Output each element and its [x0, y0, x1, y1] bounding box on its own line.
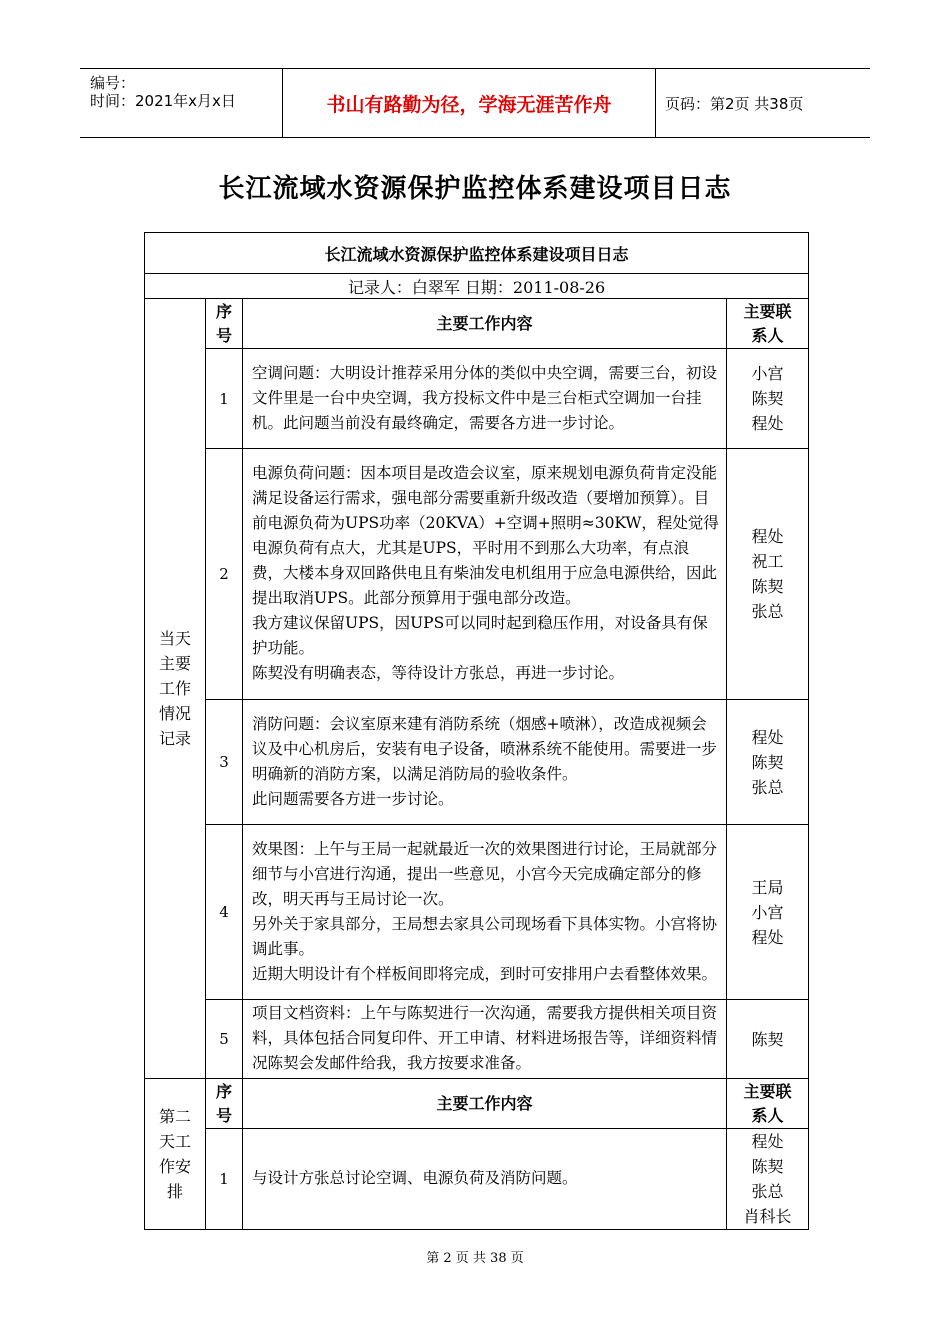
header-num	[206, 299, 243, 349]
header-content: 主要工作内容	[243, 1079, 727, 1129]
contact-name: 祝工	[751, 552, 784, 571]
column-header-row	[145, 299, 809, 349]
section-label-line: 第二	[158, 1107, 191, 1126]
header-contact-line: 主要联	[743, 301, 792, 321]
table-title: 长江流域水资源保护监控体系建设项目日志	[145, 233, 809, 274]
section-label-line: 情况	[158, 704, 191, 723]
contact-name: 小宫	[751, 364, 784, 383]
contact-name: 程处	[751, 1132, 784, 1151]
row-content	[243, 449, 727, 700]
section-label-line: 主要	[158, 654, 191, 673]
row-number: 1	[206, 349, 243, 449]
contact-name: 程处	[751, 927, 784, 947]
table-row	[145, 1129, 809, 1230]
contact-name: 程处	[751, 527, 784, 546]
section-label-line: 当天	[158, 629, 191, 648]
content-paragraph: 陈契没有明确表态，等待设计方张总，再进一步讨论。	[252, 664, 625, 682]
row-contacts	[727, 1129, 809, 1230]
section-label-line: 工作	[158, 679, 191, 698]
row-contacts	[727, 349, 809, 449]
row-number: 2	[206, 449, 243, 700]
section-label-line: 天工	[158, 1132, 191, 1151]
row-contacts	[727, 825, 809, 1000]
time-label: 时间：2021年x月x日	[90, 92, 236, 110]
row-number: 4	[206, 825, 243, 1000]
content-paragraph: 我方建议保留UPS，因UPS可以同时起到稳压作用，对设备具有保护功能。	[252, 614, 708, 657]
table-meta: 记录人：白翠军 日期：2011-08-26	[145, 274, 809, 299]
row-number: 3	[206, 700, 243, 825]
header-contact-line: 主要联	[743, 1081, 792, 1101]
row-content	[243, 1000, 727, 1079]
page-footer: 第 2 页 共 38 页	[426, 1251, 524, 1266]
table-row	[145, 349, 809, 449]
table-row	[145, 700, 809, 825]
contact-name: 陈契	[751, 1029, 784, 1049]
header-meta	[80, 69, 282, 137]
header-num-line: 号	[215, 325, 232, 345]
header-num-line: 序	[215, 1081, 232, 1101]
number-label: 编号：	[90, 74, 136, 92]
row-content	[243, 825, 727, 1000]
header-content: 主要工作内容	[243, 299, 727, 349]
content-paragraph: 此问题需要各方进一步讨论。	[252, 789, 454, 808]
contact-name: 程处	[751, 414, 784, 433]
table-row	[145, 449, 809, 700]
document-title: 长江流域水资源保护监控体系建设项目日志	[218, 174, 732, 204]
header-motto: 书山有路勤为径，学海无涯苦作舟	[282, 69, 656, 137]
section-label	[145, 299, 206, 1079]
row-contacts	[727, 1000, 809, 1079]
content-paragraph: 近期大明设计有个样板间即将完成，到时可安排用户去看整体效果。	[252, 964, 718, 983]
content-paragraph: 项目文档资料：上午与陈契进行一次沟通，需要我方提供相关项目资料，具体包括合同复印件、开工申请、材料进场报告等，详细资料情况陈契会发邮件给我，我方按要求准备。	[252, 1004, 718, 1072]
table-row	[145, 825, 809, 1000]
section-label-line: 记录	[158, 729, 191, 748]
row-content	[243, 1129, 727, 1230]
content-paragraph: 效果图：上午与王局一起就最近一次的效果图进行讨论，王局就部分细节与小宫进行沟通，提出一些意见，小宫今天完成确定部分的修改，明天再与王局讨论一次。	[252, 839, 718, 908]
content-paragraph: 另外关于家具部分，王局想去家具公司现场看下具体实物。小宫将协调此事。	[252, 914, 718, 958]
section-label	[145, 1079, 206, 1230]
row-number: 5	[206, 1000, 243, 1079]
header-contact	[727, 299, 809, 349]
header-contact-line: 系人	[751, 325, 784, 345]
content-paragraph: 消防问题：会议室原来建有消防系统（烟感+喷淋），改造成视频会议及中心机房后，安装有电子设备，喷淋系统不能使用。需要进一步明确新的消防方案，以满足消防局的验收条件。	[252, 714, 718, 783]
row-number: 1	[206, 1129, 243, 1230]
content-paragraph: 与设计方张总讨论空调、电源负荷及消防问题。	[252, 1169, 578, 1187]
contact-name: 陈契	[751, 389, 784, 408]
row-content	[243, 700, 727, 825]
header-num-line: 号	[215, 1105, 232, 1125]
contact-name: 张总	[751, 602, 784, 621]
row-contacts	[727, 700, 809, 825]
section-label-line: 作安	[158, 1157, 191, 1176]
contact-name: 肖科长	[743, 1207, 792, 1226]
row-content	[243, 349, 727, 449]
section-label-line: 排	[166, 1182, 183, 1201]
page-header	[80, 68, 870, 138]
contact-name: 王局	[751, 877, 784, 897]
header-page-info: 页码：第2页 共38页	[665, 94, 804, 113]
header-contact-line: 系人	[751, 1105, 784, 1125]
header-num	[206, 1079, 243, 1129]
header-contact	[727, 1079, 809, 1129]
project-log-table	[144, 232, 809, 1230]
contact-name: 小宫	[751, 902, 784, 922]
header-num-line: 序	[215, 301, 232, 321]
contact-name: 程处	[751, 727, 784, 747]
row-contacts	[727, 449, 809, 700]
column-header-row	[145, 1079, 809, 1129]
content-paragraph: 电源负荷问题：因本项目是改造会议室，原来规划电源负荷肯定没能满足设备运行需求，强电部分需要重新升级改造（要增加预算）。目前电源负荷为UPS功率（20KVA）+空调+照明≈30KW，程处觉得电源负荷有点大，尤其是UPS，平时用不到那么大功率，有点浪费，大楼本身双回路供电且有柴油发电机组用于应急电源供给，因此提出取消UPS。此部分预算用于强电部分改造。	[252, 464, 719, 607]
contact-name: 张总	[751, 777, 784, 797]
content-paragraph: 空调问题：大明设计推荐采用分体的类似中央空调，需要三台，初设文件里是一台中央空调，我方投标文件中是三台柜式空调加一台挂机。此问题当前没有最终确定，需要各方进一步讨论。	[252, 363, 718, 432]
table-row	[145, 1000, 809, 1079]
contact-name: 陈契	[751, 577, 784, 596]
contact-name: 陈契	[751, 752, 784, 772]
contact-name: 张总	[751, 1182, 784, 1201]
contact-name: 陈契	[751, 1157, 784, 1176]
